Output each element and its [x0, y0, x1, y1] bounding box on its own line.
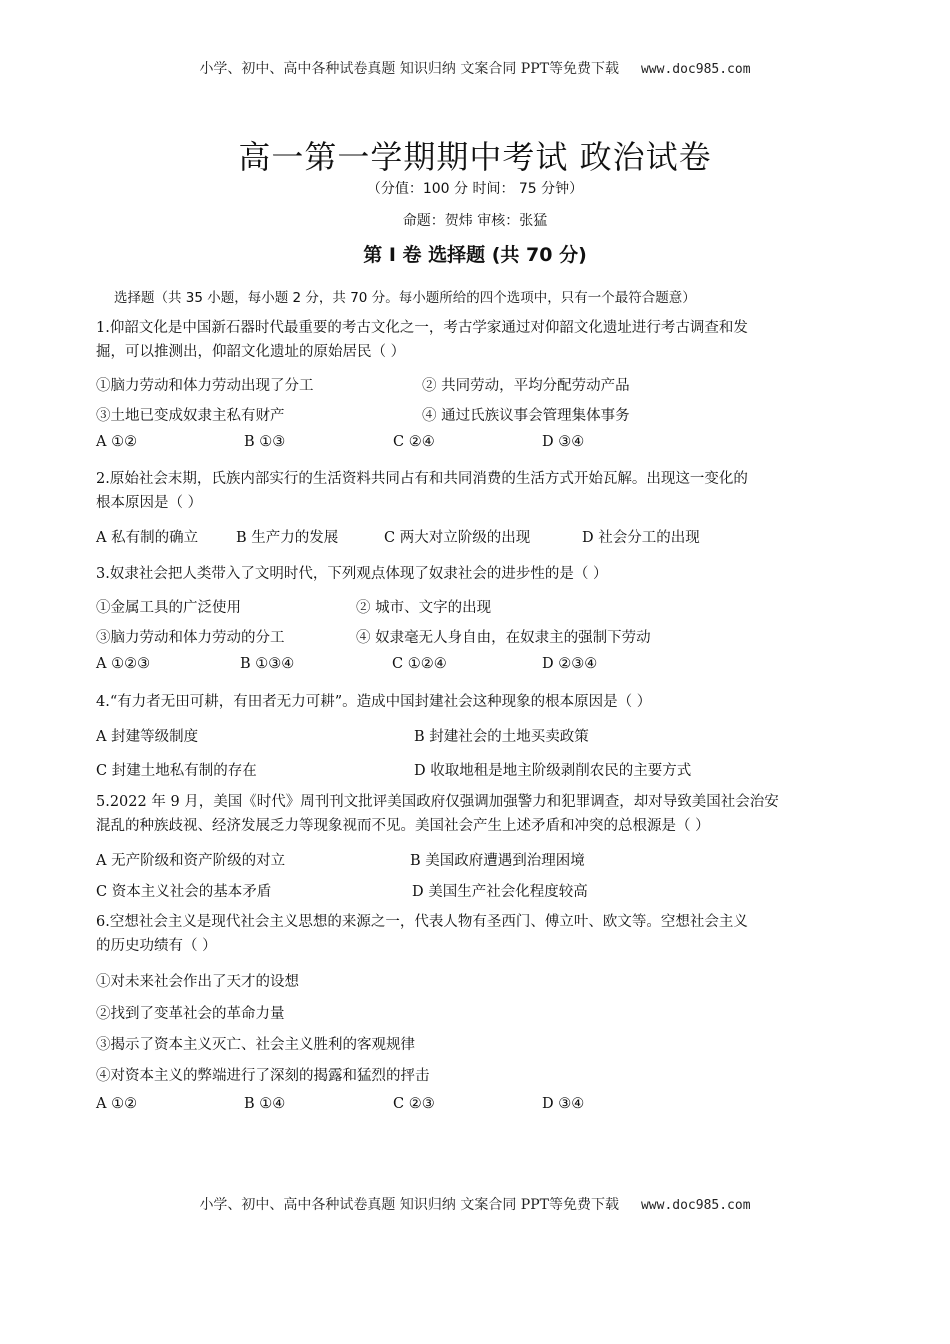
- q1-option-d: D ③④: [542, 434, 585, 450]
- q1-statement-4: ④ 通过氏族议事会管理集体事务: [422, 408, 630, 424]
- q4-option-d: D 收取地租是地主阶级剥削农民的主要方式: [414, 763, 692, 779]
- q4-option-b: B 封建社会的土地买卖政策: [414, 729, 589, 745]
- q6-statement-1: ①对未来社会作出了天才的设想: [96, 974, 299, 990]
- q5-option-d: D 美国生产社会化程度较高: [412, 884, 588, 900]
- q5-option-b: B 美国政府遭遇到治理困境: [410, 853, 585, 869]
- q3-statement-3: ③脑力劳动和体力劳动的分工: [96, 630, 285, 646]
- footer-text: 小学、初中、高中各种试卷真题 知识归纳 文案合同 PPT等免费下载: [199, 1197, 619, 1213]
- footer-url: www.doc985.com: [640, 1198, 751, 1213]
- q1-statement-1: ①脑力劳动和体力劳动出现了分工: [96, 378, 314, 394]
- q2-option-a: A 私有制的确立: [96, 530, 199, 546]
- q5-option-a: A 无产阶级和资产阶级的对立: [96, 853, 286, 869]
- q1-statement-2: ② 共同劳动，平均分配劳动产品: [422, 378, 630, 394]
- q5-option-c: C 资本主义社会的基本矛盾: [96, 884, 272, 900]
- q1-stem-line2: 掘，可以推测出，仰韶文化遗址的原始居民（ ）: [96, 344, 406, 360]
- q3-option-b: B ①③④: [240, 656, 295, 672]
- q2-option-d: D 社会分工的出现: [582, 530, 700, 546]
- q5-stem-line1: 5.2022 年 9 月，美国《时代》周刊刊文批评美国政府仅强调加强警力和犯罪调查，却对导致美国社会治安: [96, 794, 779, 810]
- q6-option-a: A ①②: [96, 1096, 138, 1112]
- q6-statement-4: ④对资本主义的弊端进行了深刻的揭露和猛烈的抨击: [96, 1068, 430, 1084]
- q3-option-a: A ①②③: [96, 656, 151, 672]
- q1-statement-3: ③土地已变成奴隶主私有财产: [96, 408, 285, 424]
- q6-statement-3: ③揭示了资本主义灭亡、社会主义胜利的客观规律: [96, 1037, 415, 1053]
- page-header: [0, 58, 950, 78]
- q1-option-b: B ①③: [244, 434, 286, 450]
- q1-option-a: A ①②: [96, 434, 138, 450]
- q1-stem-line1: 1.仰韶文化是中国新石器时代最重要的考古文化之一，考古学家通过对仰韶文化遗址进行考古调查和发: [96, 320, 748, 336]
- section-title: 第 Ⅰ 卷 选择题 (共 70 分): [363, 244, 587, 266]
- page-footer: [0, 1194, 950, 1214]
- q2-option-c: C 两大对立阶级的出现: [384, 530, 531, 546]
- score-time-line: （分值：100 分 时间： 75 分钟）: [366, 181, 584, 197]
- q6-option-c: C ②③: [393, 1096, 435, 1112]
- exam-title: 高一第一学期期中考试 政治试卷: [238, 138, 712, 176]
- q2-stem-line1: 2.原始社会末期，氏族内部实行的生活资料共同占有和共同消费的生活方式开始瓦解。出现这一变化的: [96, 471, 748, 487]
- q3-option-c: C ①②④: [392, 656, 447, 672]
- q3-statement-4: ④ 奴隶毫无人身自由，在奴隶主的强制下劳动: [356, 630, 651, 646]
- q3-statement-2: ② 城市、文字的出现: [356, 600, 492, 616]
- q3-stem-line1: 3.奴隶社会把人类带入了文明时代，下列观点体现了奴隶社会的进步性的是（ ）: [96, 566, 608, 582]
- q1-option-c: C ②④: [393, 434, 435, 450]
- q4-stem-line1: 4.“有力者无田可耕，有田者无力可耕”。造成中国封建社会这种现象的根本原因是（ ）: [96, 694, 652, 710]
- q6-stem-line2: 的历史功绩有（ ）: [96, 938, 217, 954]
- header-url: www.doc985.com: [640, 62, 751, 77]
- header-text: 小学、初中、高中各种试卷真题 知识归纳 文案合同 PPT等免费下载: [199, 61, 619, 77]
- q5-stem-line2: 混乱的种族歧视、经济发展乏力等现象视而不见。美国社会产生上述矛盾和冲突的总根源是（ ）: [96, 818, 710, 834]
- q6-statement-2: ②找到了变革社会的革命力量: [96, 1006, 285, 1022]
- q2-stem-line2: 根本原因是（ ）: [96, 495, 203, 511]
- q4-option-c: C 封建土地私有制的存在: [96, 763, 257, 779]
- q6-option-d: D ③④: [542, 1096, 585, 1112]
- q3-option-d: D ②③④: [542, 656, 598, 672]
- authors-line: 命题：贺炜 审核：张猛: [402, 213, 548, 229]
- q2-option-b: B 生产力的发展: [236, 530, 339, 546]
- q6-stem-line1: 6.空想社会主义是现代社会主义思想的来源之一，代表人物有圣西门、傅立叶、欧文等。空想社会主义: [96, 914, 748, 930]
- q3-statement-1: ①金属工具的广泛使用: [96, 600, 241, 616]
- q6-option-b: B ①④: [244, 1096, 286, 1112]
- q4-option-a: A 封建等级制度: [96, 729, 199, 745]
- instructions: 选择题（共 35 小题，每小题 2 分，共 70 分。每小题所给的四个选项中，只有一个最符合题意）: [114, 290, 696, 306]
